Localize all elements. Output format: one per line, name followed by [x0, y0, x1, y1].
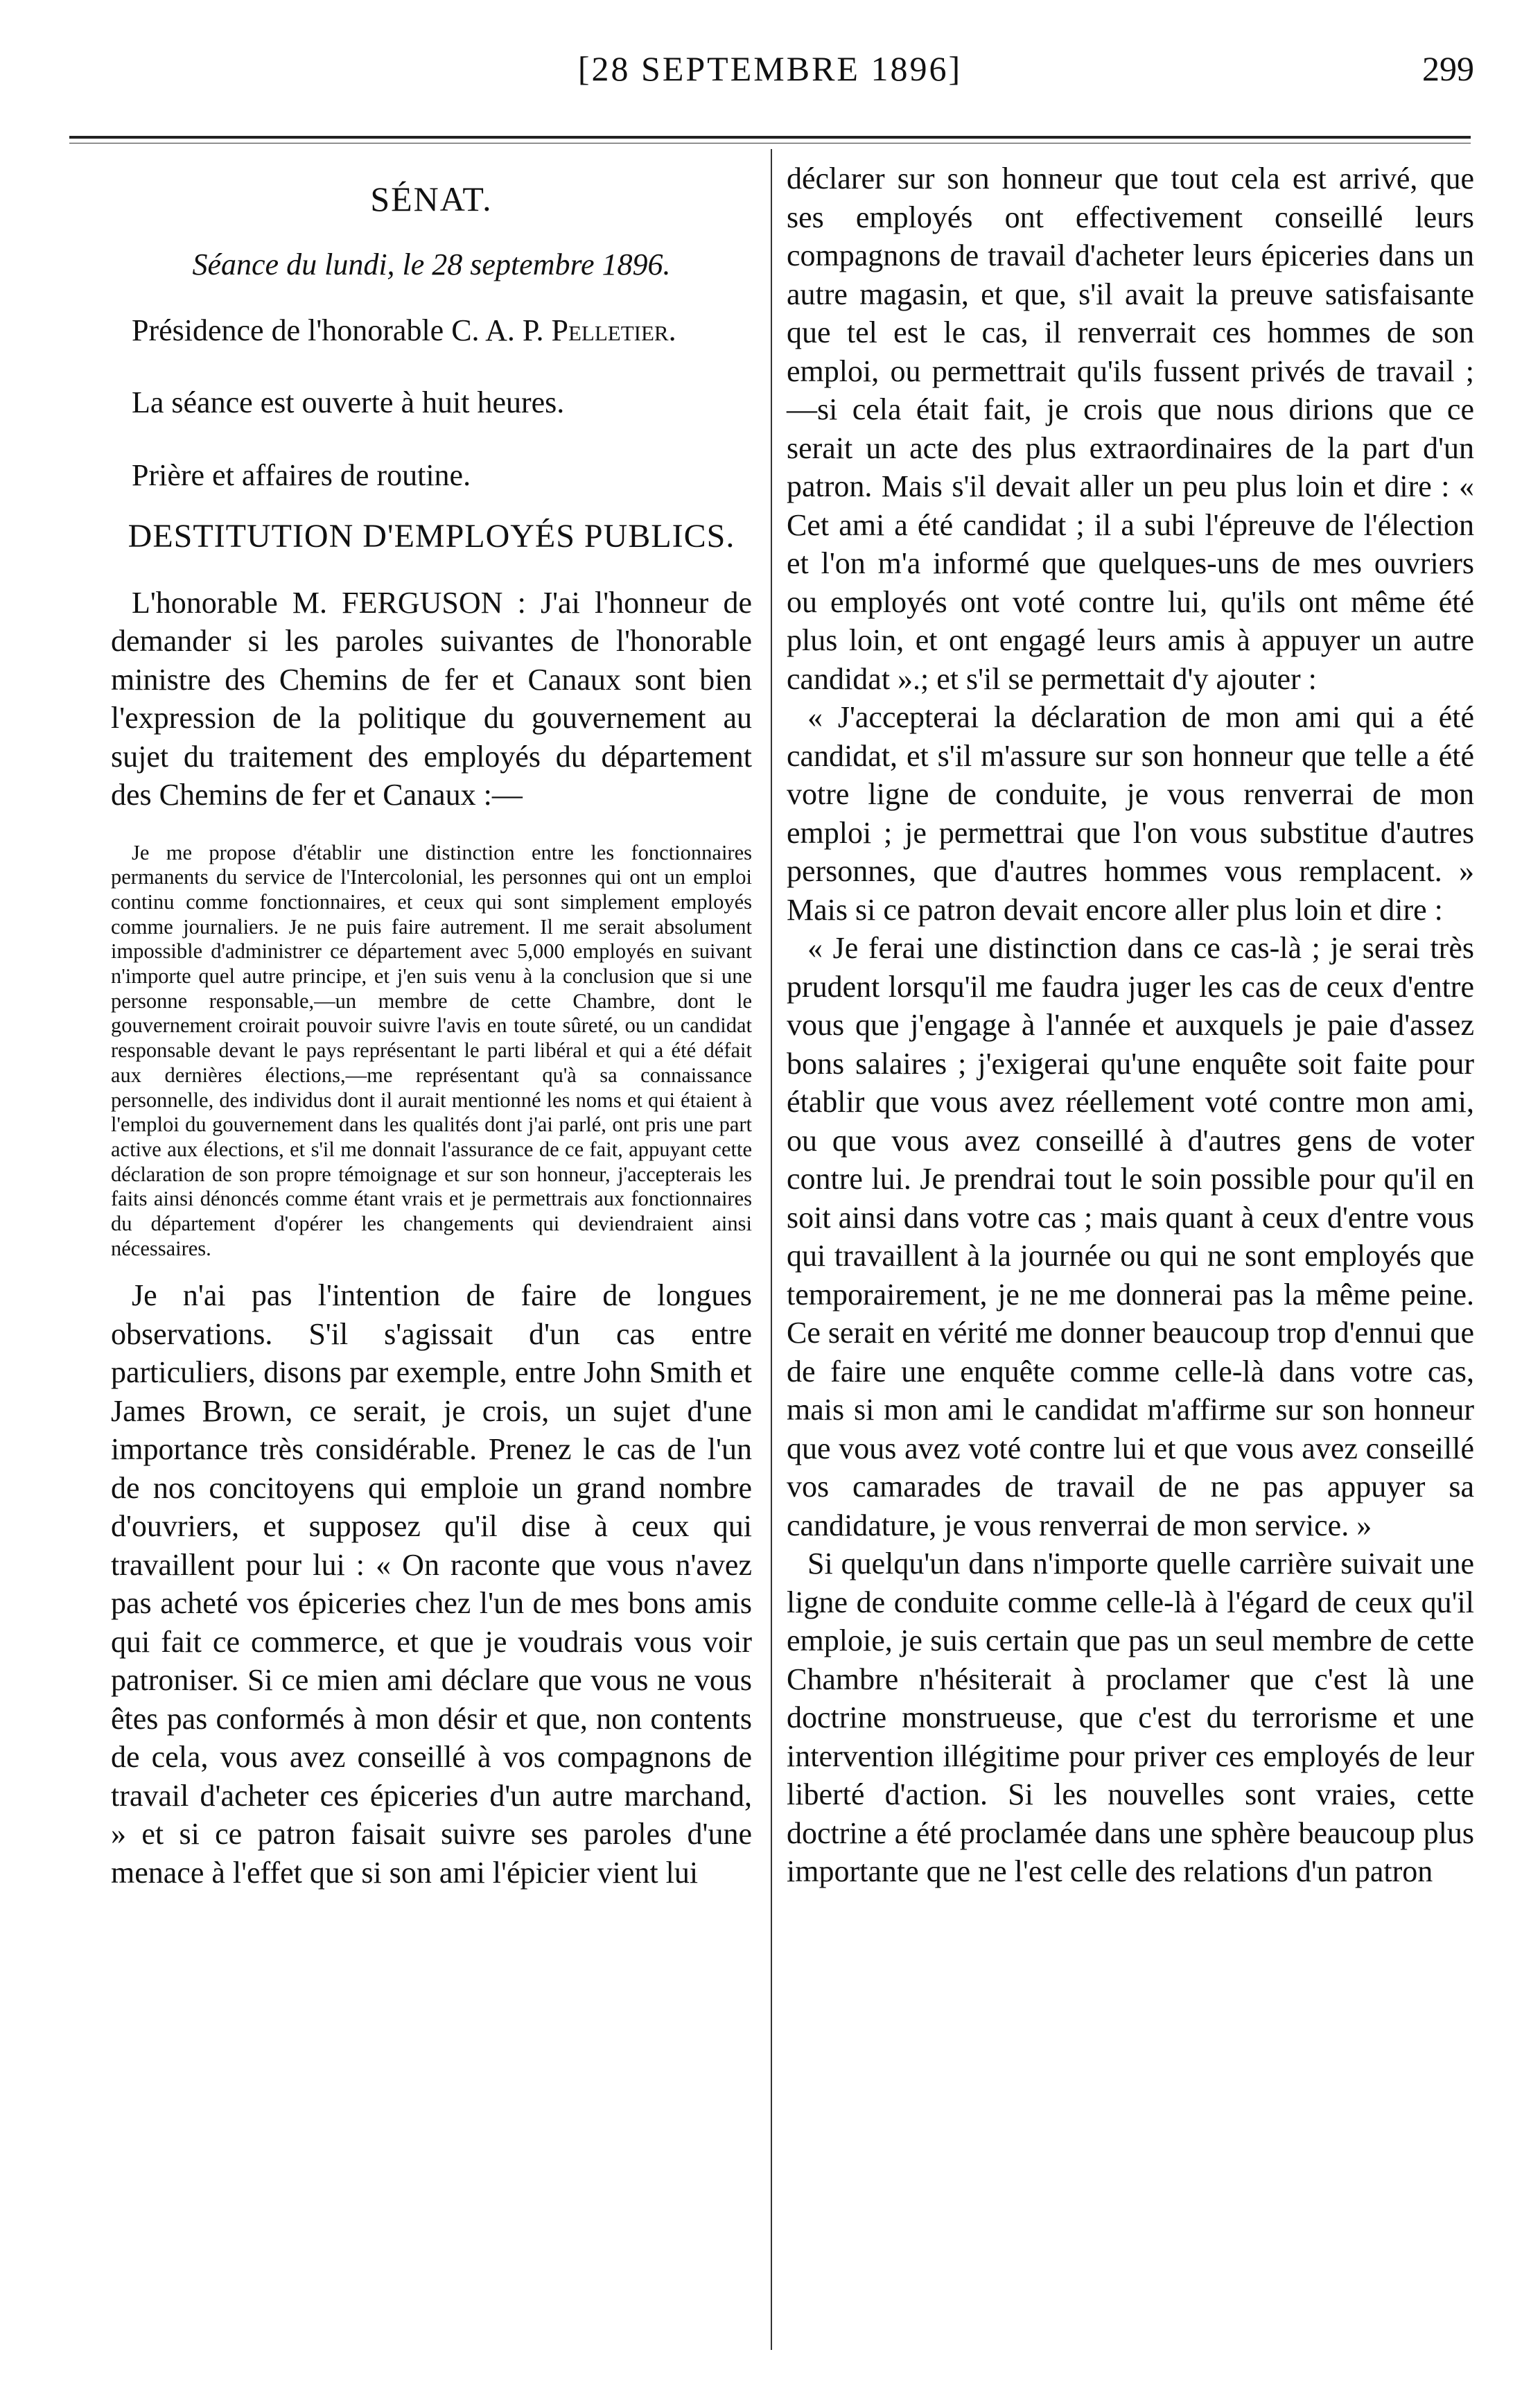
running-header-date: [28 SEPTEMBRE 1896]	[577, 49, 963, 88]
opening-line: La séance est ouverte à huit heures.	[132, 385, 565, 419]
column-divider	[771, 149, 772, 2350]
presidency-prefix: Présidence de l'honorable C. A. P.	[132, 313, 552, 347]
quoted-statement: Je me propose d'établir une distinction entre les fonctionnaires permanents du service de l'Intercolonial, les personnes qui ont un emploi continu comme fonctionnaires, et ceux qui sont simplement employés comme journaliers. Je ne puis faire autrement. Il me serait absolument impossible d'administrer ce département avec 5,000 employés en suivant n'importe quel autre principe, et j'en suis venu à la conclusion que si une personne responsable,—un membre de cette Chambre, dont le gouvernement croirait pouvoir suivre l'avis en toute sûreté, ou un candidat responsable devant le pays représentant le parti libéral et qui a été défait aux dernières élections,—me représentant qu'à sa connaissance personnelle, des individus dont il aurait mentionné les noms et qui étaient à l'emploi du gouvernement dans les qualités dont j'ai parlé, ont pris une part active aux élections, et s'il me donnait l'assurance de ce fait, appuyant cette déclaration de son propre témoignage et sur son honneur, j'accepterais les faits ainsi dénoncés comme étant vrais et je permettrais aux fonctionnaires du département d'opérer les changements qui deviendraient ainsi nécessaires.	[111, 840, 752, 1260]
presidency-line	[111, 311, 752, 350]
paragraph: déclarer sur son honneur que tout cela est arrivé, que ses employés ont effectivement conseillé leurs compagnons de travail d'acheter leurs épiceries dans un autre magasin, et que, s'il avait la preuve satisfaisante que tel est le cas, il renverrait ces hommes de son emploi, ou permettrait qu'ils fussent privés de travail ;—si cela était fait, je crois que nous dirions que ce serait un acte des plus extraordinaires de la part d'un patron. Mais s'il devait aller un peu plus loin et dire : « Cet ami a été candidat ; il a subi l'épreuve de l'élection et l'on m'a informé que quelques-uns de mes ouvriers ou employés ont voté contre lui, qu'ils ont même été plus loin, et ont engagé leurs amis à appuyer un autre candidat ».; et s'il se permettait d'y ajouter :	[787, 162, 1474, 696]
session-date: Séance du lundi, le 28 septembre 1896.	[192, 247, 671, 281]
paragraph: « Je ferai une distinction dans ce cas-là ; je serai très prudent lorsqu'il me faudra juger les cas de ceux d'entre vous que j'engage à l'année et auxquels je paie d'assez bons salaires ; j'exigerai qu'une enquête soit faite pour établir que vous avez réellement voté contre mon ami, ou que vous avez conseillé à d'autres gens de voter contre lui. Je prendrai tout le soin possible pour qu'il en soit ainsi dans votre cas ; mais quant à ceux d'entre vous qui travaillent à la journée ou qui ne sont employés que temporairement, je ne me donnerai pas la même peine. Ce serait en vérité me donner beaucoup trop d'ennui que de faire une enquête comme celle-là dans votre cas, mais si mon ami le candidat m'affirme sur son honneur que vous avez voté contre lui et que vous avez conseillé vos camarades de travail de ne pas appuyer sa candidature, je vous renverrai de mon service. »	[787, 931, 1474, 1542]
page-number: 299	[1422, 49, 1474, 88]
paragraph: L'honorable M. FERGUSON : J'ai l'honneur de demander si les paroles suivantes de l'honorable ministre des Chemins de fer et Canaux sont bien l'expression de la politique du gouvernement au sujet du traitement des employés du département des Chemins de fer et Canaux :—	[111, 585, 752, 812]
right-column	[787, 159, 1474, 1891]
section-title: SÉNAT.	[370, 180, 493, 218]
left-column	[111, 159, 752, 1892]
paragraph: Je n'ai pas l'intention de faire de longues observations. S'il s'agissait d'un cas entre particuliers, disons par exemple, entre John Smith et James Brown, ce serait, je crois, un sujet d'une importance très considérable. Prenez le cas de l'un de nos concitoyens qui emploie un grand nombre d'ouvriers, et supposez qu'il dise à ceux qui travaillent pour lui : « On raconte que vous n'avez pas acheté vos épiceries chez l'un de mes bons amis qui fait ce commerce, et que je voudrais vous voir patroniser. Si ce mien ami déclare que vous ne vous êtes pas conformés à mon désir et que, non contents de cela, vous avez conseillé à vos compagnons de travail d'acheter ces épiceries d'un autre marchand, » et si ce patron faisait suivre ses paroles d'une menace à l'effet que si son ami l'épicier vient lui	[111, 1278, 752, 1890]
section-heading: DESTITUTION D'EMPLOYÉS PUBLICS.	[128, 517, 735, 555]
presidency-suffix: .	[668, 313, 676, 347]
paragraph: « J'accepterai la déclaration de mon ami qui a été candidat, et s'il m'assure sur son honneur que telle a été votre ligne de conduite, je vous renverrai de mon emploi ; je permettrai que l'on vous substitue d'autres personnes, que d'autres hommes vous remplacent. » Mais si ce patron devait encore aller plus loin et dire :	[787, 700, 1474, 927]
prayers-line: Prière et affaires de routine.	[132, 458, 471, 492]
presidency-name: Pelletier	[551, 313, 669, 347]
header-rule	[69, 136, 1471, 139]
paragraph: Si quelqu'un dans n'importe quelle carrière suivait une ligne de conduite comme celle-là à l'égard de ceux qu'il emploie, je suis certain que pas un seul membre de cette Chambre n'hésiterait à proclamer que c'est là une doctrine monstrueuse, que c'est du terrorisme et une intervention illégitime pour priver ces employés de leur liberté d'action. Si les nouvelles sont vraies, cette doctrine a été proclamée dans une sphère beaucoup plus importante que ne l'est celle des relations d'un patron	[787, 1547, 1474, 1888]
